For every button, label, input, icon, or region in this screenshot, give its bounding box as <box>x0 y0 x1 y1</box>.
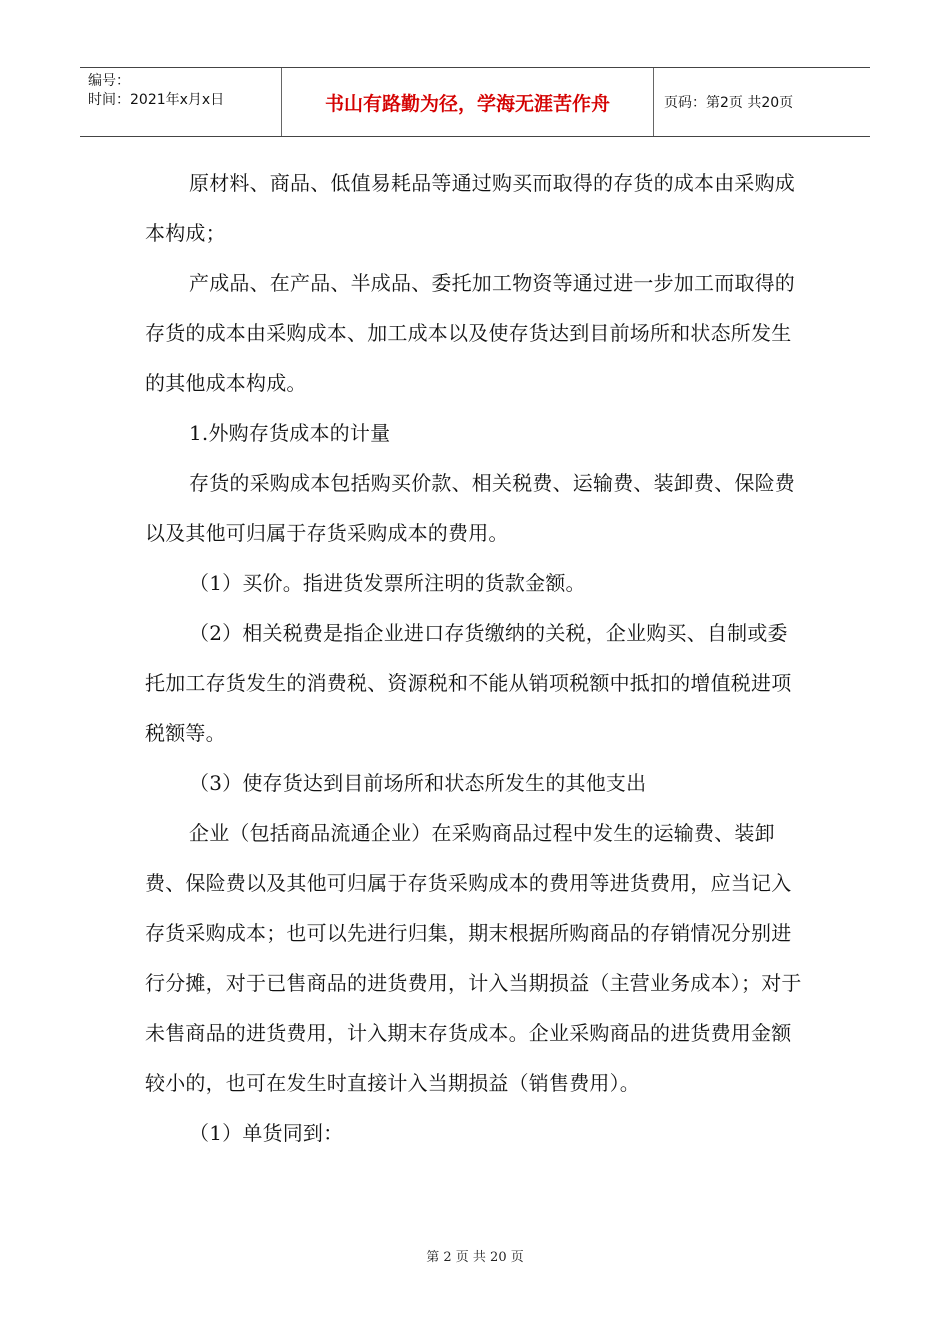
list-item-1: （1）买价。指进货发票所注明的货款金额。 <box>189 571 586 595</box>
header-page-label: 页码：第2页 共20页 <box>664 95 794 111</box>
header-meta <box>80 68 282 136</box>
page-footer: 第 2 页 共 20 页 <box>426 1250 524 1265</box>
section-heading: 1.外购存货成本的计量 <box>189 421 391 445</box>
number-label: 编号： <box>88 73 130 89</box>
document-header <box>80 67 870 137</box>
list-item-3: （3）使存货达到目前场所和状态所发生的其他支出 <box>189 771 647 795</box>
paragraph-3: 存货的采购成本包括购买价款、相关税费、运输费、装卸费、保险费以及其他可归属于存货采购成本的费用。 <box>145 471 795 545</box>
list-item-2: （2）相关税费是指企业进口存货缴纳的关税，企业购买、自制或委托加工存货发生的消费税、资源税和不能从销项税额中抵扣的增值税进项税额等。 <box>145 621 792 745</box>
header-motto: 书山有路勤为径，学海无涯苦作舟 <box>282 68 654 136</box>
paragraph-2: 产成品、在产品、半成品、委托加工物资等通过进一步加工而取得的存货的成本由采购成本、加工成本以及使存货达到目前场所和状态所发生的其他成本构成。 <box>145 271 795 395</box>
paragraph-1: 原材料、商品、低值易耗品等通过购买而取得的存货的成本由采购成本构成； <box>145 171 795 245</box>
time-label: 时间：2021年x月x日 <box>88 92 225 108</box>
paragraph-4: 企业（包括商品流通企业）在采购商品过程中发生的运输费、装卸费、保险费以及其他可归属于存货采购成本的费用等进货费用，应当记入存货采购成本；也可以先进行归集，期末根据所购商品的存销情况分别进行分摊，对于已售商品的进货费用，计入当期损益（主营业务成本）；对于未售商品的进货费用，计入期末存货成本。企业采购商品的进货费用金额较小的，也可在发生时直接计入当期损益（销售费用）。 <box>145 821 802 1095</box>
document-body <box>145 158 805 1158</box>
list-item-4: （1）单货同到： <box>189 1121 344 1145</box>
